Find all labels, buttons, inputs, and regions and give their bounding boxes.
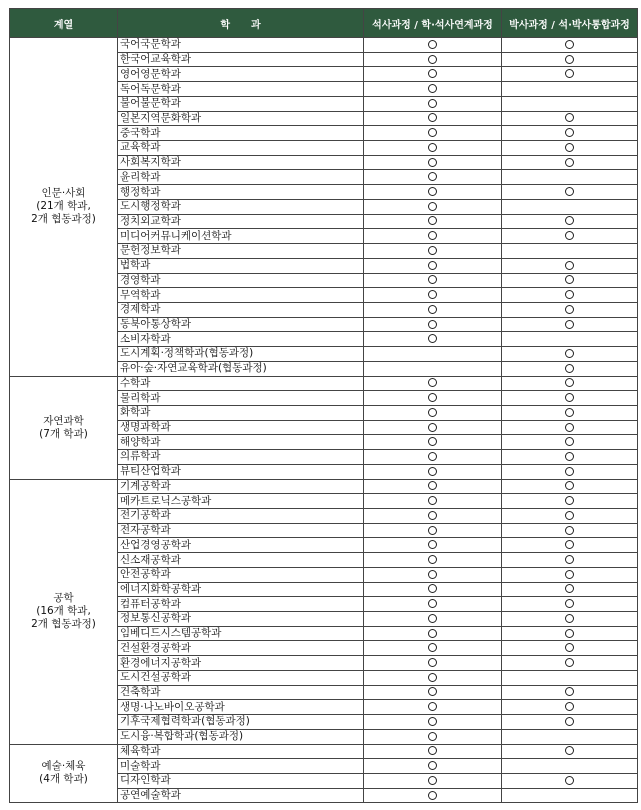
table-row: [10, 38, 638, 53]
circle-icon: [565, 555, 574, 564]
doctoral-cell: [502, 141, 638, 156]
doctoral-cell: [502, 773, 638, 788]
circle-icon: [428, 776, 437, 785]
category-label: 예술·체육: [41, 760, 86, 773]
department-name: 체육학과: [118, 744, 364, 759]
circle-icon: [428, 481, 437, 490]
department-name: 의류학과: [118, 450, 364, 465]
circle-icon: [428, 614, 437, 623]
circle-icon: [565, 393, 574, 402]
circle-icon: [428, 540, 437, 549]
masters-cell: [364, 450, 502, 465]
circle-icon: [565, 305, 574, 314]
circle-icon: [428, 261, 437, 270]
circle-icon: [565, 349, 574, 358]
category-cell: [10, 376, 118, 479]
circle-icon: [428, 216, 437, 225]
doctoral-cell: [502, 509, 638, 524]
doctoral-cell: [502, 729, 638, 744]
doctoral-cell: [502, 744, 638, 759]
masters-cell: [364, 553, 502, 568]
circle-icon: [428, 128, 437, 137]
circle-icon: [565, 584, 574, 593]
department-name: 도시행정학과: [118, 199, 364, 214]
circle-icon: [428, 378, 437, 387]
circle-icon: [565, 231, 574, 240]
doctoral-cell: [502, 582, 638, 597]
masters-cell: [364, 597, 502, 612]
category-cell: [10, 479, 118, 744]
department-name: 미술학과: [118, 759, 364, 774]
circle-icon: [565, 423, 574, 432]
circle-icon: [428, 584, 437, 593]
doctoral-cell: [502, 523, 638, 538]
doctoral-cell: [502, 244, 638, 259]
circle-icon: [565, 599, 574, 608]
masters-cell: [364, 715, 502, 730]
department-name: 기후국제협력학과(협동과정): [118, 715, 364, 730]
department-name: 건축학과: [118, 685, 364, 700]
header-department: 학 과: [118, 9, 364, 38]
department-name: 도시건설공학과: [118, 670, 364, 685]
department-name: 컴퓨터공학과: [118, 597, 364, 612]
circle-icon: [565, 158, 574, 167]
table-row: [10, 376, 638, 391]
department-name: 사회복지학과: [118, 155, 364, 170]
circle-icon: [428, 393, 437, 402]
doctoral-cell: [502, 759, 638, 774]
doctoral-cell: [502, 685, 638, 700]
department-name: 임베디드시스템공학과: [118, 626, 364, 641]
circle-icon: [428, 452, 437, 461]
circle-icon: [428, 202, 437, 211]
masters-cell: [364, 744, 502, 759]
doctoral-cell: [502, 302, 638, 317]
circle-icon: [428, 84, 437, 93]
doctoral-cell: [502, 670, 638, 685]
department-name: 공연예술학과: [118, 788, 364, 803]
circle-icon: [565, 717, 574, 726]
masters-cell: [364, 479, 502, 494]
masters-cell: [364, 273, 502, 288]
circle-icon: [428, 643, 437, 652]
circle-icon: [428, 290, 437, 299]
category-label: (16개 학과,: [36, 605, 91, 618]
masters-cell: [364, 509, 502, 524]
masters-cell: [364, 464, 502, 479]
department-name: 전자공학과: [118, 523, 364, 538]
circle-icon: [428, 246, 437, 255]
department-name: 수학과: [118, 376, 364, 391]
department-name: 윤리학과: [118, 170, 364, 185]
circle-icon: [565, 408, 574, 417]
doctoral-cell: [502, 214, 638, 229]
department-name: 불어불문학과: [118, 96, 364, 111]
doctoral-cell: [502, 347, 638, 362]
department-name: 기계공학과: [118, 479, 364, 494]
masters-cell: [364, 258, 502, 273]
masters-cell: [364, 214, 502, 229]
doctoral-cell: [502, 38, 638, 53]
department-name: 뷰티산업학과: [118, 464, 364, 479]
department-name: 행정학과: [118, 185, 364, 200]
masters-cell: [364, 199, 502, 214]
circle-icon: [565, 481, 574, 490]
category-label: (7개 학과): [39, 427, 88, 440]
header-row: [10, 9, 638, 38]
masters-cell: [364, 788, 502, 803]
circle-icon: [565, 437, 574, 446]
doctoral-cell: [502, 420, 638, 435]
doctoral-cell: [502, 67, 638, 82]
category-label: (4개 학과): [39, 773, 88, 786]
category-label: 인문·사회: [41, 187, 86, 200]
circle-icon: [565, 378, 574, 387]
masters-cell: [364, 420, 502, 435]
circle-icon: [428, 746, 437, 755]
doctoral-cell: [502, 273, 638, 288]
masters-cell: [364, 185, 502, 200]
circle-icon: [565, 216, 574, 225]
masters-cell: [364, 567, 502, 582]
doctoral-cell: [502, 641, 638, 656]
department-name: 생명과학과: [118, 420, 364, 435]
doctoral-cell: [502, 479, 638, 494]
department-name: 한국어교육학과: [118, 52, 364, 67]
circle-icon: [428, 511, 437, 520]
circle-icon: [565, 746, 574, 755]
department-name: 미디어커뮤니케이션학과: [118, 229, 364, 244]
circle-icon: [565, 143, 574, 152]
masters-cell: [364, 612, 502, 627]
masters-cell: [364, 670, 502, 685]
circle-icon: [565, 540, 574, 549]
circle-icon: [428, 599, 437, 608]
department-name: 문헌정보학과: [118, 244, 364, 259]
doctoral-cell: [502, 464, 638, 479]
table-row: [10, 479, 638, 494]
circle-icon: [565, 113, 574, 122]
doctoral-cell: [502, 317, 638, 332]
doctoral-cell: [502, 170, 638, 185]
circle-icon: [565, 55, 574, 64]
circle-icon: [565, 687, 574, 696]
doctoral-cell: [502, 597, 638, 612]
department-name: 환경에너지공학과: [118, 656, 364, 671]
masters-cell: [364, 332, 502, 347]
circle-icon: [565, 452, 574, 461]
doctoral-cell: [502, 435, 638, 450]
department-name: 법학과: [118, 258, 364, 273]
header-masters: 석사과정 / 학·석사연계과정: [364, 9, 502, 38]
department-name: 건설환경공학과: [118, 641, 364, 656]
doctoral-cell: [502, 494, 638, 509]
circle-icon: [428, 423, 437, 432]
masters-cell: [364, 361, 502, 376]
doctoral-cell: [502, 450, 638, 465]
masters-cell: [364, 641, 502, 656]
masters-cell: [364, 685, 502, 700]
department-name: 에너지화학공학과: [118, 582, 364, 597]
circle-icon: [428, 761, 437, 770]
masters-cell: [364, 391, 502, 406]
masters-cell: [364, 538, 502, 553]
department-name: 국어국문학과: [118, 38, 364, 53]
circle-icon: [428, 658, 437, 667]
doctoral-cell: [502, 96, 638, 111]
doctoral-cell: [502, 155, 638, 170]
department-name: 중국학과: [118, 126, 364, 141]
masters-cell: [364, 52, 502, 67]
department-name: 무역학과: [118, 288, 364, 303]
masters-cell: [364, 435, 502, 450]
circle-icon: [565, 40, 574, 49]
masters-cell: [364, 405, 502, 420]
department-name: 도시융·복합학과(협동과정): [118, 729, 364, 744]
masters-cell: [364, 700, 502, 715]
circle-icon: [428, 526, 437, 535]
circle-icon: [428, 275, 437, 284]
circle-icon: [565, 614, 574, 623]
department-name: 독어독문학과: [118, 82, 364, 97]
circle-icon: [565, 261, 574, 270]
department-name: 물리학과: [118, 391, 364, 406]
masters-cell: [364, 347, 502, 362]
circle-icon: [428, 467, 437, 476]
masters-cell: [364, 626, 502, 641]
department-name: 정보통신공학과: [118, 612, 364, 627]
department-name: 디자인학과: [118, 773, 364, 788]
circle-icon: [565, 570, 574, 579]
circle-icon: [565, 69, 574, 78]
masters-cell: [364, 729, 502, 744]
circle-icon: [428, 732, 437, 741]
circle-icon: [565, 187, 574, 196]
department-name: 생명·나노바이오공학과: [118, 700, 364, 715]
doctoral-cell: [502, 229, 638, 244]
masters-cell: [364, 317, 502, 332]
category-label: 자연과학: [43, 414, 84, 427]
doctoral-cell: [502, 656, 638, 671]
masters-cell: [364, 244, 502, 259]
doctoral-cell: [502, 258, 638, 273]
doctoral-cell: [502, 700, 638, 715]
department-name: 도시계획·정책학과(협동과정): [118, 347, 364, 362]
doctoral-cell: [502, 126, 638, 141]
department-name: 신소재공학과: [118, 553, 364, 568]
masters-cell: [364, 155, 502, 170]
circle-icon: [565, 658, 574, 667]
department-name: 화학과: [118, 405, 364, 420]
circle-icon: [565, 629, 574, 638]
masters-cell: [364, 38, 502, 53]
circle-icon: [565, 643, 574, 652]
circle-icon: [428, 673, 437, 682]
circle-icon: [428, 555, 437, 564]
category-label: 2개 협동과정): [31, 618, 96, 631]
category-label: 공학: [53, 592, 74, 605]
masters-cell: [364, 656, 502, 671]
circle-icon: [428, 99, 437, 108]
circle-icon: [565, 467, 574, 476]
circle-icon: [565, 364, 574, 373]
masters-cell: [364, 141, 502, 156]
department-name: 정치외교학과: [118, 214, 364, 229]
circle-icon: [428, 113, 437, 122]
category-cell: [10, 744, 118, 803]
masters-cell: [364, 582, 502, 597]
circle-icon: [428, 408, 437, 417]
department-name: 안전공학과: [118, 567, 364, 582]
masters-cell: [364, 96, 502, 111]
department-name: 메카트로닉스공학과: [118, 494, 364, 509]
department-name: 경제학과: [118, 302, 364, 317]
circle-icon: [565, 290, 574, 299]
circle-icon: [428, 570, 437, 579]
circle-icon: [428, 702, 437, 711]
circle-icon: [428, 496, 437, 505]
department-name: 동북아통상학과: [118, 317, 364, 332]
doctoral-cell: [502, 405, 638, 420]
masters-cell: [364, 376, 502, 391]
circle-icon: [428, 187, 437, 196]
circle-icon: [428, 320, 437, 329]
masters-cell: [364, 229, 502, 244]
program-table: [9, 8, 638, 803]
doctoral-cell: [502, 553, 638, 568]
doctoral-cell: [502, 111, 638, 126]
circle-icon: [565, 511, 574, 520]
masters-cell: [364, 288, 502, 303]
doctoral-cell: [502, 391, 638, 406]
department-name: 경영학과: [118, 273, 364, 288]
department-name: 일본지역문화학과: [118, 111, 364, 126]
doctoral-cell: [502, 185, 638, 200]
masters-cell: [364, 82, 502, 97]
circle-icon: [565, 128, 574, 137]
doctoral-cell: [502, 376, 638, 391]
category-cell: [10, 38, 118, 377]
masters-cell: [364, 67, 502, 82]
masters-cell: [364, 126, 502, 141]
doctoral-cell: [502, 199, 638, 214]
circle-icon: [565, 275, 574, 284]
department-name: 영어영문학과: [118, 67, 364, 82]
doctoral-cell: [502, 715, 638, 730]
circle-icon: [428, 334, 437, 343]
circle-icon: [428, 437, 437, 446]
circle-icon: [428, 55, 437, 64]
circle-icon: [428, 231, 437, 240]
circle-icon: [428, 791, 437, 800]
department-name: 전기공학과: [118, 509, 364, 524]
masters-cell: [364, 170, 502, 185]
doctoral-cell: [502, 612, 638, 627]
circle-icon: [565, 776, 574, 785]
masters-cell: [364, 759, 502, 774]
doctoral-cell: [502, 332, 638, 347]
department-name: 소비자학과: [118, 332, 364, 347]
table-row: [10, 744, 638, 759]
circle-icon: [428, 717, 437, 726]
header-category: 계열: [10, 9, 118, 38]
doctoral-cell: [502, 52, 638, 67]
table-body: [10, 38, 638, 803]
circle-icon: [565, 526, 574, 535]
circle-icon: [428, 687, 437, 696]
masters-cell: [364, 302, 502, 317]
circle-icon: [428, 629, 437, 638]
doctoral-cell: [502, 288, 638, 303]
masters-cell: [364, 523, 502, 538]
doctoral-cell: [502, 626, 638, 641]
circle-icon: [428, 40, 437, 49]
masters-cell: [364, 111, 502, 126]
header-doctoral: 박사과정 / 석·박사통합과정: [502, 9, 638, 38]
circle-icon: [565, 320, 574, 329]
circle-icon: [565, 702, 574, 711]
circle-icon: [428, 69, 437, 78]
doctoral-cell: [502, 567, 638, 582]
department-name: 산업경영공학과: [118, 538, 364, 553]
masters-cell: [364, 494, 502, 509]
circle-icon: [565, 496, 574, 505]
masters-cell: [364, 773, 502, 788]
doctoral-cell: [502, 361, 638, 376]
doctoral-cell: [502, 788, 638, 803]
doctoral-cell: [502, 538, 638, 553]
circle-icon: [428, 143, 437, 152]
table-header: [10, 9, 638, 38]
doctoral-cell: [502, 82, 638, 97]
circle-icon: [428, 305, 437, 314]
department-name: 유아·숲·자연교육학과(협동과정): [118, 361, 364, 376]
circle-icon: [428, 172, 437, 181]
department-name: 교육학과: [118, 141, 364, 156]
department-name: 해양학과: [118, 435, 364, 450]
category-label: (21개 학과,: [36, 200, 91, 213]
circle-icon: [428, 158, 437, 167]
category-label: 2개 협동과정): [31, 213, 96, 226]
